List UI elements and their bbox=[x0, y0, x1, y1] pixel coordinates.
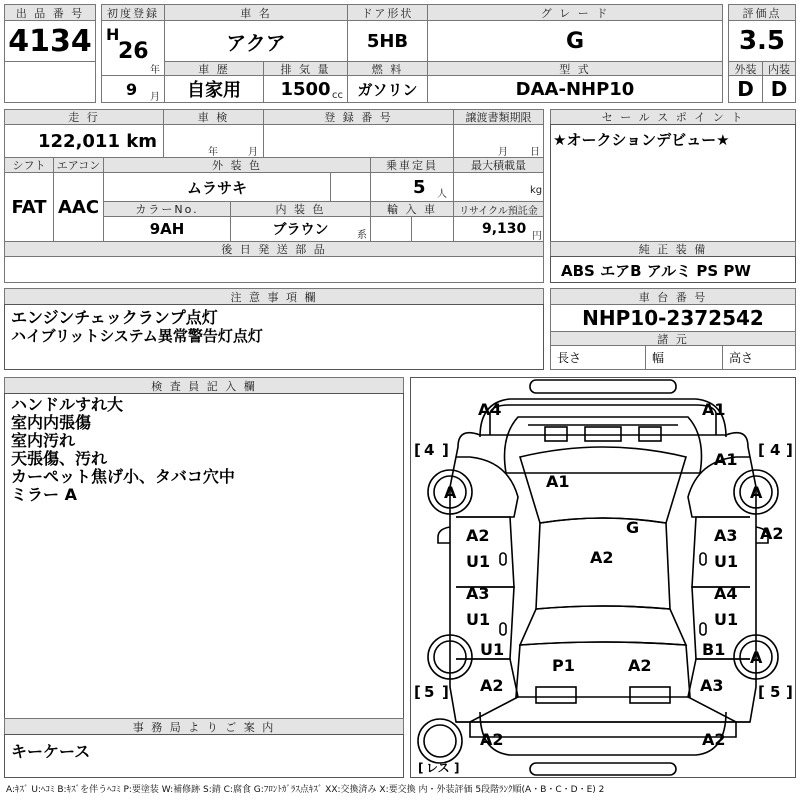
mark-left-rear-lower: A2 bbox=[480, 676, 504, 695]
color: ムラサキ bbox=[103, 172, 331, 202]
tire-fr-depth: 4 bbox=[770, 441, 781, 459]
mark-right-quarter: B1 bbox=[702, 640, 726, 659]
inspection-year-unit: 年 bbox=[208, 147, 218, 158]
fuel: ガソリン bbox=[347, 75, 428, 103]
model-label: 型 式 bbox=[427, 61, 723, 76]
history: 自家用 bbox=[164, 75, 264, 103]
mark-right-rear-wheel: A bbox=[750, 648, 763, 667]
tire-rr-bracket-close: ] bbox=[786, 683, 793, 701]
month-unit: 月 bbox=[150, 92, 160, 103]
recycle: 9,130 円 bbox=[453, 216, 544, 242]
capacity: 5 人 bbox=[370, 172, 454, 202]
tire-fl-bracket: [ bbox=[414, 441, 421, 459]
int-label: 内装 bbox=[762, 61, 796, 76]
lot-number-blank bbox=[4, 61, 96, 103]
equipment bbox=[550, 256, 796, 283]
inspector-notes bbox=[4, 393, 404, 719]
mark-front-left-corner: A4 bbox=[478, 400, 502, 419]
mark-trunk-a: A2 bbox=[628, 656, 652, 675]
reg-month: 9 bbox=[126, 80, 138, 99]
mark-left-rear-door-a: A3 bbox=[466, 584, 490, 603]
reg-year: 26 bbox=[118, 39, 149, 64]
inspector-line: 室内内張傷 bbox=[11, 413, 92, 432]
grade-label: グ レ ー ド bbox=[427, 4, 723, 21]
fuel-label: 燃 料 bbox=[347, 61, 428, 76]
first-reg-label: 初度登録 bbox=[101, 4, 165, 21]
spec-width: 幅 bbox=[645, 345, 723, 370]
recycle-label: リサイクル預託金 bbox=[453, 201, 544, 217]
mark-right-rear-door-u: U1 bbox=[714, 610, 739, 629]
displacement-label: 排 気 量 bbox=[263, 61, 348, 76]
displacement: 1500 cc bbox=[263, 75, 348, 103]
notes bbox=[4, 304, 544, 370]
office-text: キーケース bbox=[11, 742, 91, 761]
mark-right-rear-door-a: A4 bbox=[714, 584, 738, 603]
inspector-label: 検 査 員 記 入 欄 bbox=[4, 377, 404, 394]
spare-tire-label: レス bbox=[426, 761, 450, 775]
cc-unit: cc bbox=[332, 90, 343, 101]
first-reg-month bbox=[101, 75, 165, 103]
note-line: エンジンチェックランプ点灯 bbox=[11, 308, 218, 327]
mark-left-front-wheel: A bbox=[444, 483, 457, 502]
import-label: 輸 入 車 bbox=[370, 201, 454, 217]
tire-rl-bracket: [ bbox=[414, 683, 421, 701]
car-name: アクア bbox=[164, 20, 348, 62]
model-code: DAA-NHP10 bbox=[427, 75, 723, 103]
recycle-unit: 円 bbox=[532, 231, 542, 242]
ext-label: 外装 bbox=[728, 61, 763, 76]
mark-left-front-door-u: U1 bbox=[466, 552, 491, 571]
shift: FAT bbox=[4, 172, 54, 242]
tire-fr-bracket-close: ] bbox=[786, 441, 793, 459]
tire-rr-bracket: [ bbox=[758, 683, 765, 701]
int-score: D bbox=[762, 75, 796, 103]
regno bbox=[263, 124, 454, 158]
mileage-label: 走 行 bbox=[4, 109, 164, 125]
mark-right-mirror: A2 bbox=[760, 524, 784, 543]
mark-right-front-wheel: A bbox=[750, 483, 763, 502]
spec-height: 高さ bbox=[722, 345, 796, 370]
inspector-line: 室内汚れ bbox=[11, 431, 76, 450]
grade: G bbox=[427, 20, 723, 62]
chassis-label: 車 台 番 号 bbox=[550, 288, 796, 305]
note-line: ハイブリットシステム異常警告灯点灯 bbox=[11, 327, 263, 345]
transfer-day-unit: 日 bbox=[530, 147, 540, 158]
mileage bbox=[4, 124, 164, 158]
score: 3.5 bbox=[728, 20, 796, 62]
inspector-line: カーペット焦げ小、タバコ穴中 bbox=[11, 467, 235, 486]
interior-color: ブラウン 系 bbox=[230, 216, 371, 242]
interior-color-label: 内 装 色 bbox=[230, 201, 371, 217]
tire-fr-bracket: [ bbox=[758, 441, 765, 459]
mark-rear-bumper-left: A2 bbox=[480, 730, 504, 749]
transfer-label: 譲渡書類期限 bbox=[453, 109, 544, 125]
tire-rl-bracket-close: ] bbox=[442, 683, 449, 701]
mark-rear-bumper-right: A2 bbox=[702, 730, 726, 749]
sales-point-label: セ ー ル ス ポ イ ン ト bbox=[550, 109, 796, 125]
tire-fl-bracket-close: ] bbox=[442, 441, 449, 459]
ac: AAC bbox=[53, 172, 104, 242]
lot-number-label: 出 品 番 号 bbox=[4, 4, 96, 21]
legend: A:ｷｽﾞ U:ﾍｺﾐ B:ｷｽﾞを伴うﾍｺﾐ P:要塗装 W:補修跡 S:錆 C:腐食 G:ﾌﾛﾝﾄｶﾞﾗｽ点ｷｽﾞ XX:交換済み X:要交換 内・外装評価 5段階ﾗﾝｸ順(A・B・C・D・E) 2 bbox=[6, 785, 605, 795]
spare-bracket: [ bbox=[418, 761, 424, 775]
mark-hood: A1 bbox=[546, 472, 570, 491]
tire-rl-depth: 5 bbox=[424, 683, 435, 701]
mark-right-rear-lower: A3 bbox=[700, 676, 724, 695]
mark-roof: A2 bbox=[590, 548, 614, 567]
inspection-label: 車 検 bbox=[163, 109, 264, 125]
car-name-label: 車 名 bbox=[164, 4, 348, 21]
mark-front-right-corner: A1 bbox=[702, 400, 726, 419]
mark-left-rear-door-u: U1 bbox=[466, 610, 491, 629]
sales-point-text: ★オークションデビュー★ bbox=[553, 131, 730, 149]
import bbox=[370, 216, 412, 242]
car-diagram-svg bbox=[410, 377, 796, 778]
mileage-unit: km bbox=[126, 131, 157, 152]
load bbox=[453, 172, 544, 202]
later-parts-label: 後 日 発 送 部 品 bbox=[4, 241, 544, 257]
ext-score: D bbox=[728, 75, 763, 103]
door-type: 5HB bbox=[347, 20, 428, 62]
inspection-month-unit: 月 bbox=[248, 147, 258, 158]
colorno-label: カラーNo. bbox=[103, 201, 231, 217]
notes-label: 注 意 事 項 欄 bbox=[4, 288, 544, 305]
transfer-date bbox=[453, 124, 544, 158]
interior-color-unit: 系 bbox=[357, 230, 367, 241]
equipment-text: ABS エアB アルミ PS PW bbox=[561, 262, 751, 280]
year-unit: 年 bbox=[150, 65, 160, 76]
color-label: 外 装 色 bbox=[103, 157, 371, 173]
office-notes bbox=[4, 734, 404, 778]
ac-label: エアコン bbox=[53, 157, 104, 173]
mark-windshield: G bbox=[626, 518, 640, 537]
spare-bracket-close: ] bbox=[454, 761, 460, 775]
mark-right-front-door-a: A3 bbox=[714, 526, 738, 545]
chassis-number: NHP10-2372542 bbox=[550, 304, 796, 332]
capacity-label: 乗車定員 bbox=[370, 157, 454, 173]
first-reg-year bbox=[101, 20, 165, 76]
office-label: 事 務 局 よ り ご 案 内 bbox=[4, 718, 404, 735]
door-label: ドア形状 bbox=[347, 4, 428, 21]
load-label: 最大積載量 bbox=[453, 157, 544, 173]
history-label: 車 歴 bbox=[164, 61, 264, 76]
lot-number: 4134 bbox=[4, 20, 96, 62]
spec-label: 諸 元 bbox=[550, 331, 796, 346]
capacity-unit: 人 bbox=[437, 189, 447, 200]
inspector-line: 天張傷、汚れ bbox=[11, 449, 108, 468]
mark-trunk-p: P1 bbox=[552, 656, 575, 675]
score-label: 評価点 bbox=[728, 4, 796, 21]
inspection-date bbox=[163, 124, 264, 158]
color-blank bbox=[330, 172, 371, 202]
mark-right-fender: A1 bbox=[714, 450, 738, 469]
tire-rr-depth: 5 bbox=[770, 683, 781, 701]
equipment-label: 純 正 装 備 bbox=[550, 241, 796, 257]
load-unit: kg bbox=[530, 185, 543, 196]
transfer-month-unit: 月 bbox=[498, 147, 508, 158]
later-parts bbox=[4, 256, 544, 283]
mark-right-front-door-u: U1 bbox=[714, 552, 739, 571]
mileage-value: 122,011 bbox=[38, 131, 120, 152]
shift-label: シフト bbox=[4, 157, 54, 173]
regno-label: 登 録 番 号 bbox=[263, 109, 454, 125]
colorno: 9AH bbox=[103, 216, 231, 242]
spec-length: 長さ bbox=[550, 345, 646, 370]
inspector-line: ハンドルすれ大 bbox=[11, 395, 124, 414]
tire-fl-depth: 4 bbox=[424, 441, 435, 459]
import-2 bbox=[411, 216, 454, 242]
sales-point bbox=[550, 124, 796, 242]
mark-left-quarter: U1 bbox=[480, 640, 505, 659]
era: H bbox=[106, 25, 120, 44]
inspector-line: ミラー A bbox=[11, 485, 77, 504]
mark-left-front-door-a: A2 bbox=[466, 526, 490, 545]
